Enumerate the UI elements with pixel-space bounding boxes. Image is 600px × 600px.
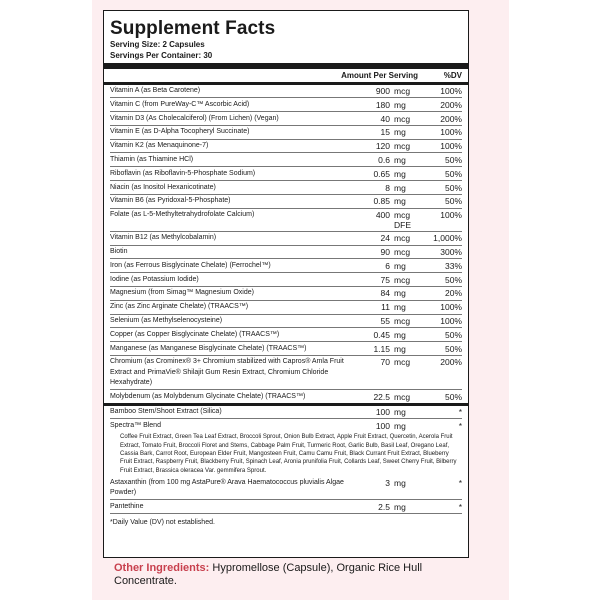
table-row — [110, 209, 462, 232]
table-row — [110, 315, 462, 329]
amount-unit: mg — [394, 329, 406, 340]
nutrient-name: Chromium (as Crominex® 3+ Chromium stabilized with Capros® Amla Fruit Extract and PrimaVie® Shilajit Gum Resin Extract, Chromium Chloride Hexahydrate) — [110, 358, 344, 387]
amount-per-serving — [364, 85, 424, 97]
amount-per-serving — [364, 356, 424, 368]
daily-value: 50% — [444, 168, 462, 179]
daily-value: 300% — [440, 247, 462, 258]
table-row — [110, 476, 462, 500]
daily-value: 100% — [440, 210, 462, 221]
amount-unit: mg — [394, 343, 406, 354]
daily-value: 100% — [440, 127, 462, 138]
amount-value: 400 — [375, 210, 390, 221]
amount-per-serving — [364, 301, 424, 313]
daily-value: 20% — [444, 288, 462, 299]
amount-per-serving — [364, 259, 424, 271]
amount-per-serving — [364, 181, 424, 193]
amount-unit: mg — [394, 260, 406, 271]
table-row — [110, 181, 462, 195]
daily-value: 100% — [440, 316, 462, 327]
table-row — [110, 273, 462, 287]
nutrient-name: Pantethine — [110, 502, 144, 510]
amount-value: 100 — [375, 420, 390, 431]
amount-per-serving — [364, 232, 424, 244]
daily-value: 50% — [444, 329, 462, 340]
table-row — [110, 419, 462, 432]
footnote: *Daily Value (DV) not established. — [110, 519, 215, 527]
nutrient-name: Vitamin D3 (As Cholecalciferol) (From Lichen) (Vegan) — [110, 114, 279, 122]
amount-per-serving — [364, 112, 424, 124]
nutrient-name: Niacin (as Inositol Hexanicotinate) — [110, 183, 216, 191]
tail-table — [110, 476, 462, 514]
amount-per-serving — [364, 419, 424, 431]
daily-value: * — [458, 477, 462, 488]
spectra-blend-description: Coffee Fruit Extract, Green Tea Leaf Extract, Broccoli Sprout, Onion Bulb Extract, Apple Fruit Extract, Quercetin, Acerola Fruit Extract, Tomato Fruit, Broccoli Floret and Stems, Cabbage Palm Fruit, Turmeric Root, Garlic Bulb, Basil Leaf, Oregano Leaf, Cassia Bark, Carrot Root, European Elder Fruit, Mangosteen Fruit, Camu Camu Fruit, Black Currant Fruit Extract, Blueberry Fruit Extract, Raspberry Fruit, Blackberry Fruit, Spinach Leaf, Aronia prunifolia Fruit, Collards Leaf, Sweet Cherry Fruit, Bilberry Fruit Extract, Brassica oleracea Var. gemmifera Sprout. — [120, 434, 457, 474]
nutrient-name: Copper (as Copper Bisglycinate Chelate) (TRAACS™) — [110, 330, 280, 338]
amount-unit: mcg — [394, 141, 411, 152]
amount-unit: mg — [394, 168, 406, 179]
amount-value: 120 — [375, 141, 390, 152]
amount-unit: mcg — [394, 247, 411, 258]
dv-header: %DV — [443, 71, 462, 80]
amount-value: 0.6 — [378, 154, 390, 165]
daily-value: 100% — [440, 86, 462, 96]
amount-per-serving — [364, 315, 424, 327]
amount-value: 90 — [380, 247, 390, 258]
amount-value: 0.85 — [373, 196, 390, 207]
amount-unit: mg — [394, 182, 406, 193]
amount-per-serving — [364, 209, 424, 231]
amount-value: 900 — [375, 86, 390, 96]
amount-per-serving — [364, 287, 424, 299]
amount-per-serving — [364, 195, 424, 207]
nutrient-name: Selenium (as Methylselenocysteine) — [110, 317, 223, 325]
amount-per-serving — [364, 500, 424, 512]
amount-per-serving — [364, 126, 424, 138]
amount-per-serving — [364, 153, 424, 165]
amount-value: 2.5 — [378, 501, 390, 512]
supplement-facts-panel — [103, 10, 469, 558]
nutrient-name: Magnesium (from Simag™ Magnesium Oxide) — [110, 289, 254, 297]
amount-unit: mcg DFE — [394, 210, 411, 231]
amount-unit: mg — [394, 302, 406, 313]
table-row — [110, 98, 462, 112]
column-header — [110, 69, 462, 82]
table-row — [110, 406, 462, 420]
nutrient-name: Thiamin (as Thiamine HCl) — [110, 155, 194, 163]
nutrient-name: Vitamin C (from PureWay-C™ Ascorbic Acid) — [110, 100, 250, 108]
nutrient-name: Biotin — [110, 248, 128, 256]
daily-value: 50% — [444, 343, 462, 354]
amount-per-serving — [364, 140, 424, 152]
amount-per-serving — [364, 328, 424, 340]
table-row — [110, 195, 462, 209]
nutrient-name: Vitamin K2 (as Menaquinone-7) — [110, 142, 209, 150]
daily-value: 1,000% — [433, 233, 462, 244]
nutrient-name: Zinc (as Zinc Arginate Chelate) (TRAACS™) — [110, 303, 249, 311]
daily-value: 100% — [440, 302, 462, 313]
nutrient-name: Vitamin A (as Beta Carotene) — [110, 87, 201, 94]
table-row — [110, 232, 462, 246]
table-row — [110, 140, 462, 154]
nutrient-name: Astaxanthin (from 100 mg AstaPure® Arava Haematococcus pluvialis Algae Powder) — [110, 478, 344, 497]
daily-value: * — [458, 501, 462, 512]
amount-value: 100 — [375, 407, 390, 418]
amount-value: 75 — [380, 274, 390, 285]
amount-per-serving — [364, 246, 424, 258]
amount-value: 1.15 — [373, 343, 390, 354]
amount-value: 40 — [380, 113, 390, 124]
nutrient-name: Bamboo Stem/Shoot Extract (Silica) — [110, 408, 222, 416]
amount-unit: mg — [394, 196, 406, 207]
nutrient-name: Molybdenum (as Molybdenum Glycinate Chelate) (TRAACS™) — [110, 392, 306, 400]
amount-unit: mg — [394, 501, 406, 512]
nutrient-name: Riboflavin (as Riboflavin-5-Phosphate Sodium) — [110, 169, 256, 177]
amount-unit: mg — [394, 154, 406, 165]
other-ingredients-label: Other Ingredients: — [114, 562, 210, 574]
servings-per-container: Servings Per Container: 30 — [110, 51, 213, 60]
amount-per-serving — [364, 406, 424, 418]
other-ingredients — [114, 562, 474, 588]
daily-value: 200% — [440, 113, 462, 124]
nutrient-name: Folate (as L-5-Methyltetrahydrofolate Calcium) — [110, 211, 255, 219]
table-row — [110, 390, 462, 403]
daily-value: 50% — [444, 182, 462, 193]
table-row — [110, 328, 462, 342]
nutrient-name: Vitamin B12 (as Methylcobalamin) — [110, 234, 217, 242]
amount-unit: mg — [394, 407, 406, 418]
daily-value: 50% — [444, 196, 462, 207]
blend-table — [110, 406, 462, 433]
daily-value: 200% — [440, 357, 462, 368]
amount-value: 22.5 — [373, 391, 390, 402]
nutrient-name: Iodine (as Potassium Iodide) — [110, 275, 199, 283]
amount-unit: mcg — [394, 113, 411, 124]
amount-value: 0.45 — [373, 329, 390, 340]
amount-per-serving — [364, 98, 424, 110]
table-row — [110, 500, 462, 514]
table-row — [110, 167, 462, 181]
amount-unit: mg — [394, 288, 406, 299]
amount-per-serving — [364, 390, 424, 402]
amount-value: 70 — [380, 357, 390, 368]
amount-value: 15 — [380, 127, 390, 138]
table-row — [110, 259, 462, 273]
amount-value: 84 — [380, 288, 390, 299]
table-row — [110, 356, 462, 390]
amount-value: 6 — [385, 260, 390, 271]
daily-value: 50% — [444, 154, 462, 165]
daily-value: 200% — [440, 99, 462, 110]
daily-value: 33% — [444, 260, 462, 271]
amount-header: Amount Per Serving — [341, 71, 418, 80]
amount-unit: mg — [394, 99, 406, 110]
table-row — [110, 126, 462, 140]
daily-value: 50% — [444, 391, 462, 402]
amount-unit: mg — [394, 420, 406, 431]
table-row — [110, 153, 462, 167]
amount-unit: mcg — [394, 357, 411, 368]
amount-per-serving — [364, 273, 424, 285]
daily-value: * — [458, 407, 462, 418]
amount-per-serving — [364, 476, 424, 488]
amount-unit: mg — [394, 477, 406, 488]
amount-value: 180 — [375, 99, 390, 110]
amount-value: 11 — [381, 302, 390, 313]
nutrient-name: Spectra™ Blend — [110, 421, 161, 429]
amount-per-serving — [364, 167, 424, 179]
table-row — [110, 342, 462, 356]
amount-value: 55 — [380, 316, 390, 327]
amount-unit: mg — [394, 127, 406, 138]
nutrient-name: Vitamin E (as D-Alpha Tocopheryl Succinate) — [110, 128, 250, 136]
table-row — [110, 112, 462, 126]
amount-unit: mcg — [394, 274, 411, 285]
table-row — [110, 246, 462, 260]
other-ingredients-text: Hypromellose (Capsule), Organic Rice Hull Concentrate. — [114, 562, 423, 587]
amount-value: 24 — [380, 233, 390, 244]
amount-unit: mcg — [394, 391, 411, 402]
amount-value: 3 — [385, 477, 390, 488]
table-row — [110, 301, 462, 315]
amount-unit: mcg — [394, 316, 411, 327]
amount-unit: mcg — [394, 233, 411, 244]
panel-title: Supplement Facts — [110, 18, 276, 39]
daily-value: * — [458, 420, 462, 431]
amount-value: 0.65 — [373, 168, 390, 179]
nutrient-table — [110, 85, 462, 404]
daily-value: 50% — [444, 274, 462, 285]
amount-value: 8 — [385, 182, 390, 193]
nutrient-name: Iron (as Ferrous Bisglycinate Chelate) (Ferrochel™) — [110, 261, 271, 269]
nutrient-name: Manganese (as Manganese Bisglycinate Chelate) (TRAACS™) — [110, 344, 307, 352]
table-row — [110, 85, 462, 99]
amount-unit: mcg — [394, 86, 411, 96]
table-row — [110, 287, 462, 301]
serving-size: Serving Size: 2 Capsules — [110, 40, 205, 49]
nutrient-name: Vitamin B6 (as Pyridoxal-5-Phosphate) — [110, 197, 231, 205]
daily-value: 100% — [440, 141, 462, 152]
amount-per-serving — [364, 342, 424, 354]
